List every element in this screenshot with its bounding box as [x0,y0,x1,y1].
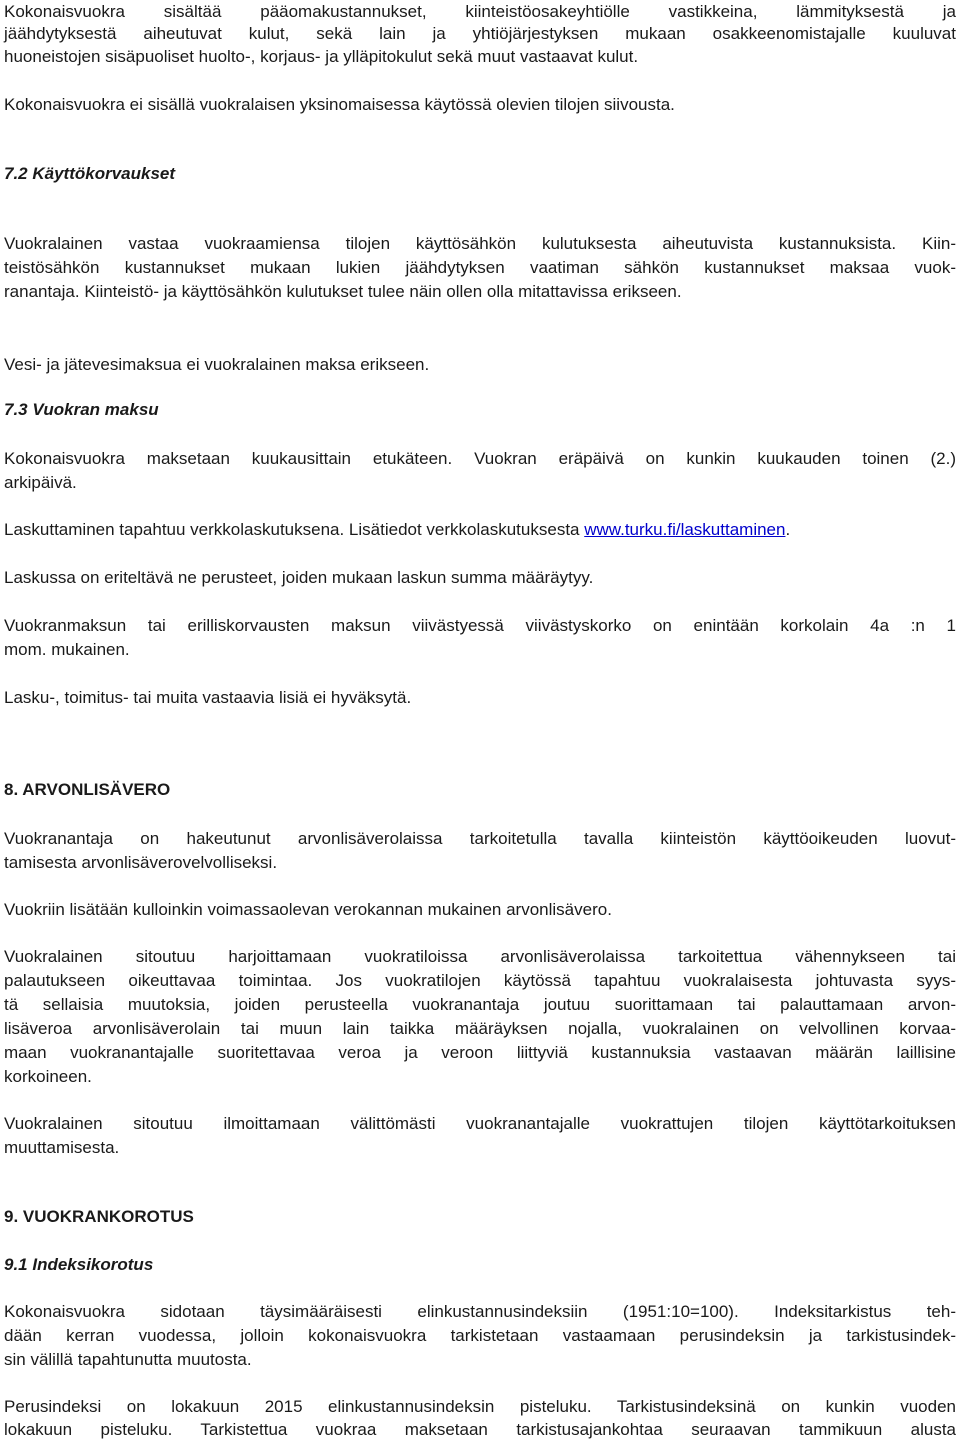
s72-p1-line-1: Vuokralainen vastaa vuokraamiensa tilojen käyttösähkön kulutuksesta aiheutuvista kustannuksista. Kiin- [4,234,956,253]
section-9-1-heading: 9.1 Indeksikorotus [4,1255,154,1274]
s8-p4-line-1: Vuokralainen sitoutuu ilmoittamaan välittömästi vuokranantajalle vuokrattujen tilojen käyttötarkoituksen [4,1114,956,1133]
section-8-heading: 8. ARVONLISÄVERO [4,780,171,799]
s8-p3-line-1: Vuokralainen sitoutuu harjoittamaan vuokratiloissa arvonlisäverolaissa tarkoitettua vähennykseen tai [4,947,956,966]
s9-p1-line-3: sin välillä tapahtunutta muutosta. [4,1350,252,1369]
s9-p1-line-2: dään kerran vuodessa, jolloin kokonaisvuokra tarkistetaan vastaamaan perusindeksin ja tarkistusindek- [4,1326,956,1345]
s73-p2-text: Laskuttaminen tapahtuu verkkolaskutuksena. Lisätiedot verkkolaskutuksesta [4,520,585,539]
s73-p4-line-1: Vuokranmaksun tai erilliskorvausten maksun viivästyessä viivästyskorko on enintään korkolain 4a :n 1 [4,616,956,635]
s72-p1-line-3: ranantaja. Kiinteistö- ja käyttösähkön kulutukset tulee näin ollen olla mitattavissa erikseen. [4,282,682,301]
s8-p3-line-6: korkoineen. [4,1067,92,1086]
s8-p3-line-4: lisäveroa arvonlisäverolain tai muun lain taikka määräyksen nojalla, vuokralainen on velvollinen korvaa- [4,1019,956,1038]
s73-p3: Laskussa on eriteltävä ne perusteet, joiden mukaan laskun summa määräytyy. [4,568,594,587]
s9-p1-line-1: Kokonaisvuokra sidotaan täysimääräisesti elinkustannusindeksiin (1951:10=100). Indeksitarkistus teh- [4,1302,956,1321]
intro-line-2: jäähdytyksestä aiheutuvat kulut, sekä lain ja yhtiöjärjestyksen mukaan osakkeenomistajalle kuuluvat [4,24,956,43]
s9-p2-line-1: Perusindeksi on lokakuun 2015 elinkustannusindeksin pisteluku. Tarkistusindeksinä on kunkin vuoden [4,1397,956,1416]
s73-p5: Lasku-, toimitus- tai muita vastaavia lisiä ei hyväksytä. [4,688,412,707]
intro-line-1: Kokonaisvuokra sisältää pääomakustannukset, kiinteistöosakeyhtiölle vastikkeina, lämmityksestä ja [4,2,956,21]
cleaning-paragraph: Kokonaisvuokra ei sisällä vuokralaisen yksinomaisessa käytössä olevien tilojen siivousta. [4,95,675,114]
s8-p2: Vuokriin lisätään kulloinkin voimassaolevan verokannan mukainen arvonlisävero. [4,900,612,919]
section-7-2-heading: 7.2 Käyttökorvaukset [4,164,176,183]
s8-p4-line-2: muuttamisesta. [4,1138,120,1157]
s73-p2 [4,518,956,542]
s8-p3-line-3: tä sellaisia muutoksia, joiden perusteella vuokranantaja joutuu suorittamaan tai palauttamaan arvon- [4,995,956,1014]
s73-p1-line-2: arkipäivä. [4,473,77,492]
s8-p3-line-2: palautukseen oikeuttavaa toimintaa. Jos vuokratilojen käytössä tapahtuu vuokralaisesta johtuvasta syys- [4,971,956,990]
intro-line-3: huoneistojen sisäpuoliset huolto-, korjaus- ja ylläpitokulut sekä muut vastaavat kulut. [4,47,639,66]
s73-p1-line-1: Kokonaisvuokra maksetaan kuukausittain etukäteen. Vuokran eräpäivä on kunkin kuukauden toinen (2.) [4,449,956,468]
laskuttaminen-link[interactable]: www.turku.fi/laskuttaminen [584,520,786,539]
section-7-3-heading: 7.3 Vuokran maksu [4,400,159,419]
s73-p2-end: . [785,520,791,539]
s73-p4-line-2: mom. mukainen. [4,640,130,659]
s9-p2-line-2: lokakuun pisteluku. Tarkistettua vuokraa maksetaan tarkistusajankohtaa seuraavan tammikuun alusta [4,1420,956,1439]
s72-p1-line-2: teistösähkön kustannukset mukaan lukien jäähdytyksen vaatiman sähkön kustannukset maksaa vuok- [4,258,956,277]
section-9-heading: 9. VUOKRANKOROTUS [4,1207,194,1226]
s8-p1-line-2: tamisesta arvonlisäverovelvolliseksi. [4,853,278,872]
s8-p3-line-5: maan vuokranantajalle suoritettavaa veroa ja veroon liittyviä kustannuksia vastaavan määrän laillisine [4,1043,956,1062]
s72-p2: Vesi- ja jätevesimaksua ei vuokralainen maksa erikseen. [4,355,430,374]
s8-p1-line-1: Vuokranantaja on hakeutunut arvonlisäverolaissa tarkoitetulla tavalla kiinteistön käyttöoikeuden luovut- [4,829,956,848]
